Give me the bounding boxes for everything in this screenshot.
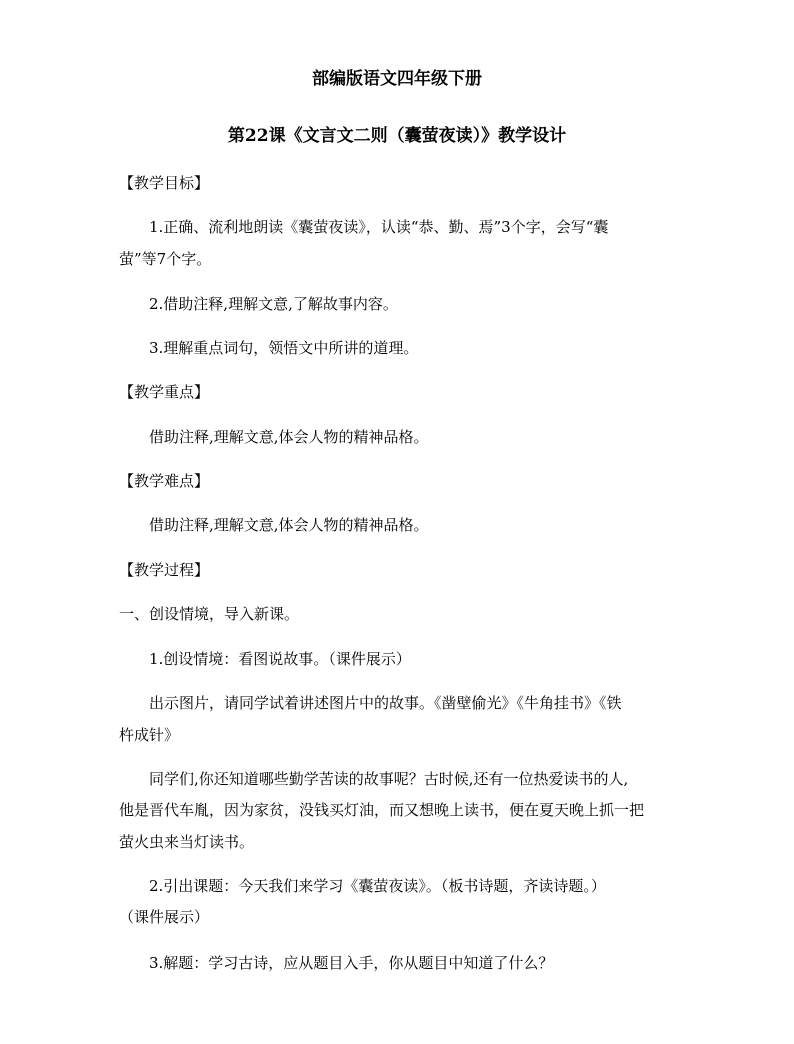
process-para-1-line-2: 杵成针》: [119, 726, 180, 744]
process-sub-3: 3.解题：学习古诗，应从题目入手，你从题目中知道了什么？: [149, 954, 554, 972]
key-points-heading: 【教学重点】: [119, 383, 210, 401]
goal-item-3: 3.理解重点词句，领悟文中所讲的道理。: [149, 339, 419, 357]
goal-item-1-line-2: 萤”等7个字。: [119, 250, 212, 268]
document-subtitle: 第22课《文言文二则（囊萤夜读）》教学设计: [227, 126, 567, 146]
process-para-2-line-1: 同学们,你还知道哪些勤学苦读的故事呢？古时候,还有一位热爱读书的人,: [149, 770, 629, 788]
goal-item-1-line-1: 1.正确、流利地朗读《囊萤夜读》，认读“恭、勤、焉”3个字，会写“囊: [149, 218, 609, 236]
process-sub-2-line-2: （课件展示）: [119, 908, 210, 926]
goals-heading: 【教学目标】: [119, 174, 210, 192]
process-step-1: 一、创设情境，导入新课。: [119, 605, 300, 623]
process-para-1-line-1: 出示图片，请同学试着讲述图片中的故事。《凿壁偷光》《牛角挂书》《铁: [149, 694, 622, 712]
key-points-text: 借助注释,理解文意,体会人物的精神品格。: [149, 428, 429, 446]
difficulties-text: 借助注释,理解文意,体会人物的精神品格。: [149, 516, 429, 534]
process-para-2-line-2: 他是晋代车胤，因为家贫，没钱买灯油，而又想晚上读书，便在夏天晚上抓一把: [119, 801, 645, 819]
document-title: 部编版语文四年级下册: [312, 69, 482, 89]
process-para-2-line-3: 萤火虫来当灯读书。: [119, 833, 255, 851]
process-sub-1: 1.创设情境：看图说故事。（课件展示）: [149, 650, 411, 668]
goal-item-2: 2.借助注释,理解文意,了解故事内容。: [149, 295, 398, 313]
difficulties-heading: 【教学难点】: [119, 472, 210, 490]
process-heading: 【教学过程】: [119, 561, 210, 579]
process-sub-2-line-1: 2.引出课题：今天我们来学习《囊萤夜读》。（板书诗题，齐读诗题。）: [149, 877, 606, 895]
